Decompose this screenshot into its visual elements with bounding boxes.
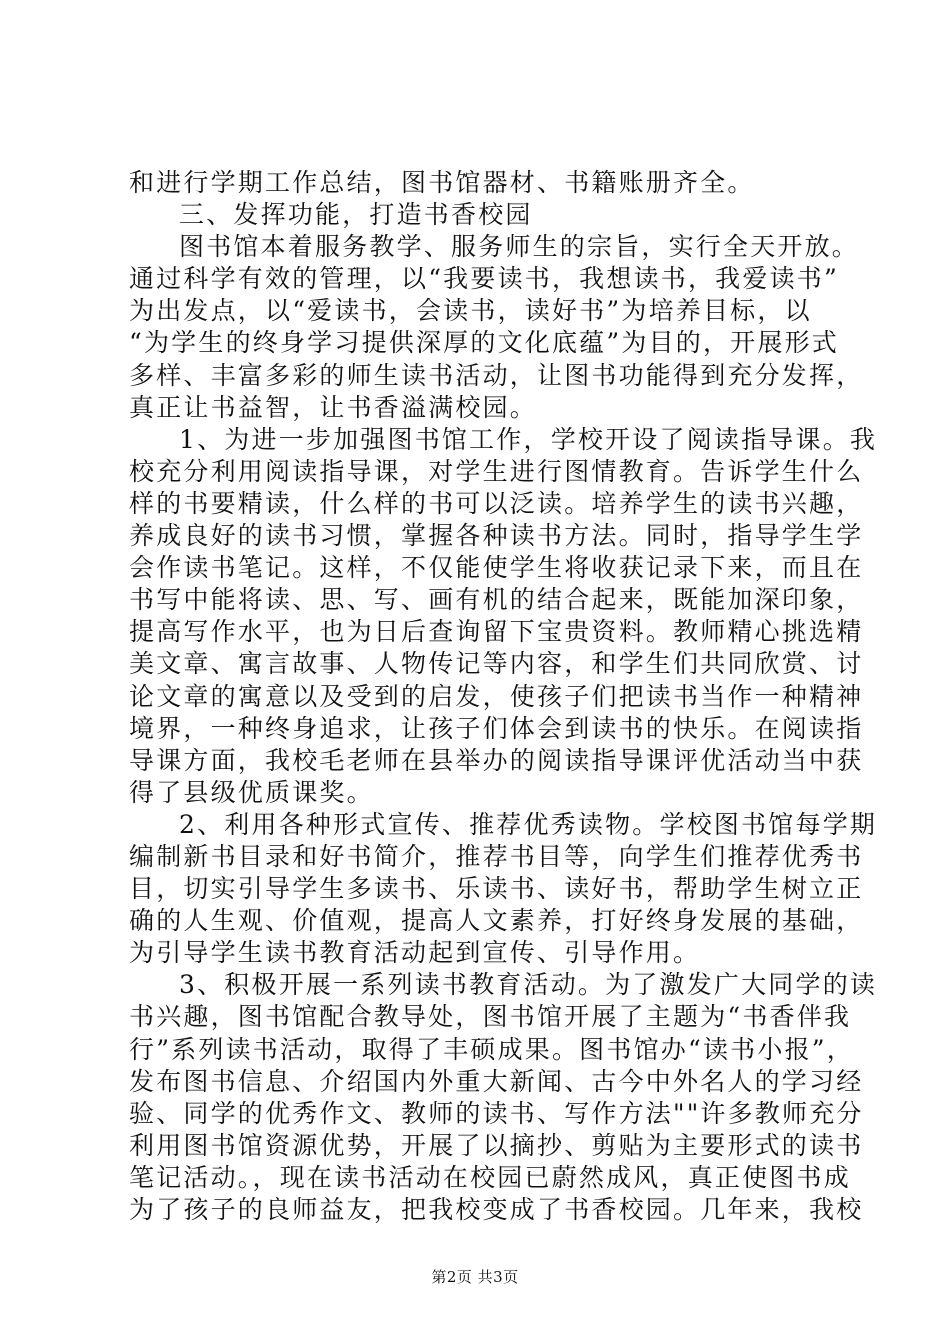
text-line: 会作读书笔记。这样，不仅能使学生将收获记录下来，而且在 [129,553,864,583]
text-line: 为了孩子的良师益友，把我校变成了书香校园。几年来，我校 [129,1195,864,1224]
text-line: 提高写作水平，也为日后查询留下宝贵资料。教师精心挑选精 [129,617,864,647]
text-line: 目，切实引导学生多读书、乐读书、读好书，帮助学生树立正 [129,874,864,904]
text-line: 为引导学生读书教育活动起到宣传、引导作用。 [129,938,701,968]
text-line: 校充分利用阅读指导课，对学生进行图情教育。告诉学生什么 [129,456,864,486]
text-line: 为出发点，以“爱读书，会读书，读好书”为培养目标，以 [129,296,812,326]
text-line: 养成良好的读书习惯，掌握各种读书方法。同时，指导学生学 [129,521,864,551]
text-line: 真正让书益智，让书香溢满校园。 [129,392,538,422]
text-line: 3、积极开展一系列读书教育活动。为了激发广大同学的读 [179,970,878,1000]
text-line: 得了县级优质课奖。 [129,777,374,807]
text-line: 确的人生观、价值观，提高人文素养，打好终身发展的基础， [129,906,864,936]
text-line: 发布图书信息、介绍国内外重大新闻、古今中外名人的学习经 [129,1066,864,1096]
text-line: 书写中能将读、思、写、画有机的结合起来，既能加深印象， [129,585,864,615]
text-line: 2、利用各种形式宣传、推荐优秀读物。学校图书馆每学期 [179,809,878,839]
text-line: 行”系列读书活动，取得了丰硕成果。图书馆办“读书小报”， [129,1034,854,1064]
text-line: 和进行学期工作总结，图书馆器材、书籍账册齐全。 [129,168,755,197]
text-line: 通过科学有效的管理，以“我要读书，我想读书，我爱读书” [129,264,839,294]
text-line: 三、发挥功能，打造书香校园 [179,200,533,230]
text-line: 境界，一种终身追求，让孩子们体会到读书的快乐。在阅读指 [129,713,864,743]
text-line: 利用图书馆资源优势，开展了以摘抄、剪贴为主要形式的读书 [129,1130,864,1160]
text-line: “为学生的终身学习提供深厚的文化底蕴”为目的，开展形式 [129,328,839,358]
page-footer: 第2页 共3页 [431,1268,519,1286]
text-line: 多样、丰富多彩的师生读书活动，让图书功能得到充分发挥， [129,360,864,390]
text-line: 美文章、寓言故事、人物传记等内容，和学生们共同欣赏、讨 [129,649,864,679]
text-line: 编制新书目录和好书简介，推荐书目等，向学生们推荐优秀书 [129,841,864,871]
text-line: 图书馆本着服务教学、服务师生的宗旨，实行全天开放。 [179,232,860,262]
text-line: 导课方面，我校毛老师在县举办的阅读指导课评优活动当中获 [129,745,864,775]
text-line: 验、同学的优秀作文、教师的读书、写作方法""许多教师充分 [129,1098,864,1128]
text-line: 样的书要精读，什么样的书可以泛读。培养学生的读书兴趣， [129,488,864,518]
text-line: 论文章的寓意以及受到的启发，使孩子们把读书当作一种精神 [129,681,864,711]
document-body [129,167,878,1226]
text-line: 1、为进一步加强图书馆工作，学校开设了阅读指导课。我 [179,424,878,454]
text-line: 书兴趣，图书馆配合教导处，图书馆开展了主题为“书香伴我 [129,1002,852,1032]
text-line: 笔记活动。，现在读书活动在校园已蔚然成风，真正使图书成 [129,1162,851,1192]
